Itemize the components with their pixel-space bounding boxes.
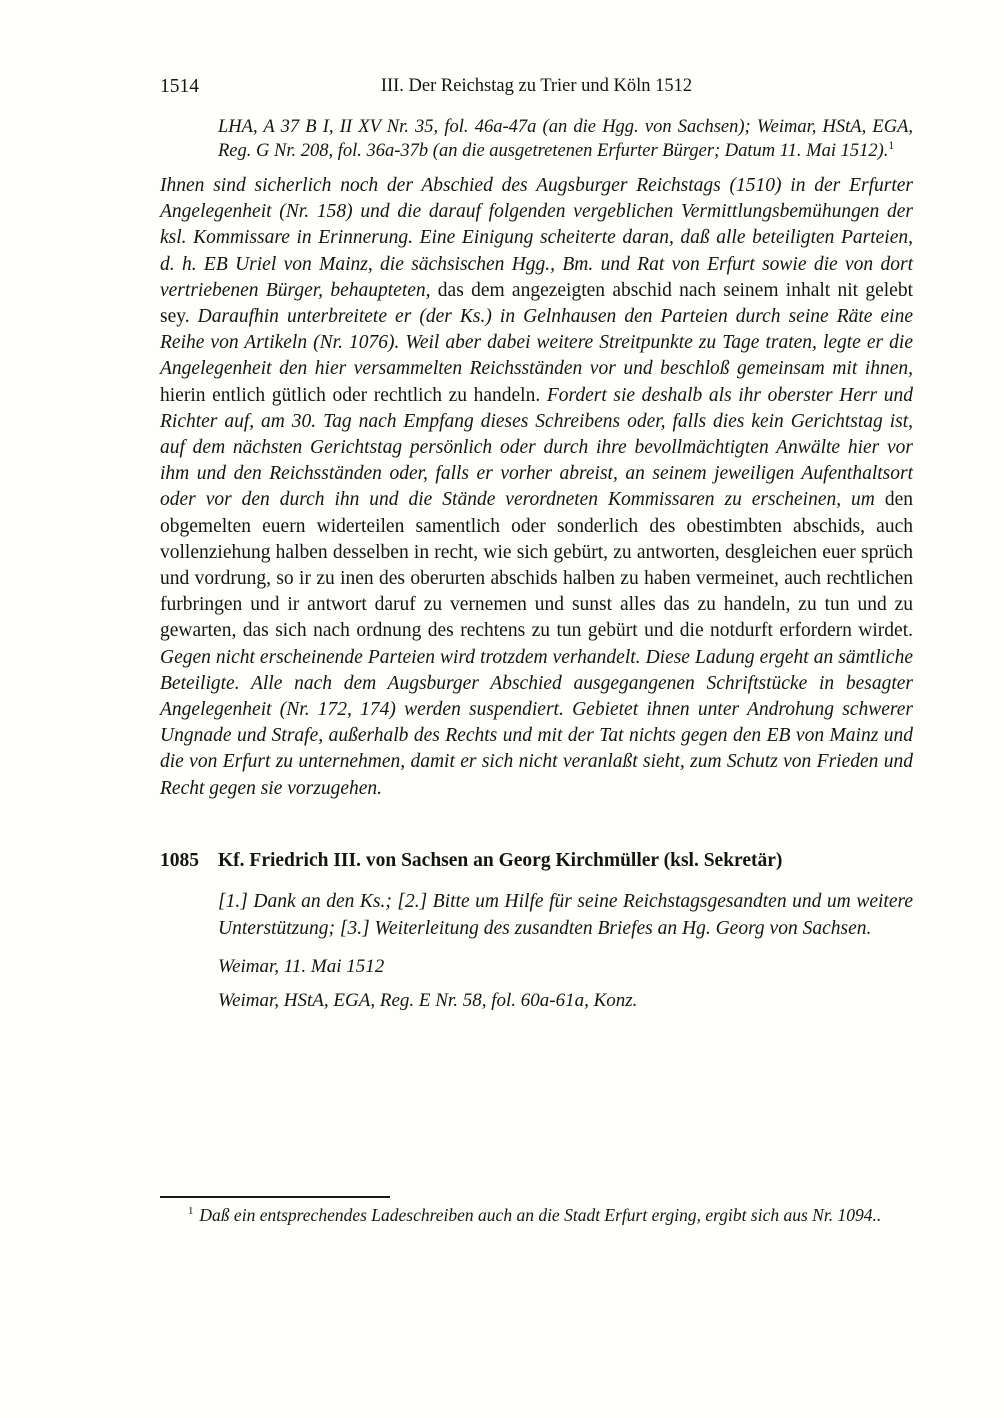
page-number: 1514 bbox=[160, 76, 199, 97]
regest-segment-roman: hierin entlich gütlich oder rechtlich zu handeln. bbox=[160, 384, 547, 406]
footnote-text: Daß ein entsprechendes Ladeschreiben auch an die Stadt Erfurt erging, ergibt sich aus Nr. 1094.. bbox=[199, 1205, 882, 1225]
running-head: III. Der Reichstag zu Trier und Köln 1512 bbox=[380, 76, 693, 96]
footnote-marker: 1 bbox=[188, 1205, 194, 1218]
entry-title: Kf. Friedrich III. von Sachsen an Georg Kirchmüller (ksl. Sekretär) bbox=[218, 849, 783, 871]
page-header bbox=[160, 76, 913, 102]
regest-segment-italic: Ihnen sind sicherlich noch der Abschied des Augsburger Reichstags (1510) in der Erfurter Angelegenheit (Nr. 158) und die darauf folgenden vergeblichen Vermittlungsbemühungen der ksl. Kommissare in Erinnerung. Eine Einigung scheiterte daran, daß alle beteiligten Parteien, d. h. EB Uriel von Mainz, die sächsischen Hgg., Bm. und Rat von Erfurt sowie die von dort vertriebenen Bürger, behaupteten, bbox=[160, 175, 913, 301]
regest-segment-roman: den obgemelten euern widerteilen samentlich oder sonderlich des obestimbten abschids, auch vollenziehung halben desselben in recht, wie sich gebürt, zu antworten, desgleichen euer sprüch und vordrung, so ir zu inen des oberurten abschids halben zu haben vermeinet, auch rechtlichen furbringen und ir antwort daruf zu vernemen und sunst alles das zu handeln, zu tun und zu gewarten, das sich nach ordnung des rechtens zu tun gebürt und die notdurft erfordern wirdet. bbox=[160, 489, 913, 642]
entry-dateline: Weimar, 11. Mai 1512 bbox=[218, 955, 385, 977]
regest-segment-italic: Gegen nicht erscheinende Parteien wird trotzdem verhandelt. Diese Ladung ergeht an sämtliche Beteiligte. Alle nach dem Augsburger Abschied ausgegangenen Schriftstücke in besagter Angelegenheit (Nr. 172, 174) werden suspendiert. Gebietet ihnen unter Androhung schwerer Ungnade und Strafe, außerhalb des Rechts und mit der Tat nichts gegen den EB von Mainz und die von Erfurt zu unternehmen, damit er sich nicht veranlaßt sieht, zum Schutz von Frieden und Recht gegen sie vorzugehen. bbox=[160, 646, 913, 799]
archive-reference-text: LHA, A 37 B I, II XV Nr. 35, fol. 46a-47a (an die Hgg. von Sachsen); Weimar, HStA, EGA, Reg. G Nr. 208, fol. 36a-37b (an die ausgetretenen Erfurter Bürger; Datum 11. Mai 1512). bbox=[218, 117, 913, 161]
text-column bbox=[160, 76, 913, 1013]
footnote bbox=[160, 1204, 913, 1227]
footnote-rule bbox=[160, 1196, 390, 1198]
archive-reference-block bbox=[218, 116, 913, 163]
entry-summary: [1.] Dank an den Ks.; [2.] Bitte um Hilfe für seine Reichstagsgesandten und um weitere Unterstützung; [3.] Weiterleitung des zusandten Briefes an Hg. Georg von Sachsen. bbox=[218, 890, 913, 939]
regest-segment-italic: Fordert sie deshalb als ihr oberster Herr und Richter auf, am 30. Tag nach Empfang dieses Schreibens oder, falls dies kein Gerichtstag ist, auf dem nächsten Gerichtstag persönlich oder durch ihre bevollmächtigten Anwälte hier vor ihm und den Reichsständen oder, falls er vorher abreist, an seinem jeweiligen Aufenthaltsort oder vor den durch ihn und die Stände verordneten Kommissaren zu erscheinen, um bbox=[160, 384, 914, 511]
regest-segment-italic: Daraufhin unterbreitete er (der Ks.) in Gelnhausen den Parteien durch seine Räte eine Reihe von Artikeln (Nr. 1076). Weil aber dabei weitere Streitpunkte zu Tage traten, legte er die Angelegenheit den hier versammelten Reichsständen vor und beschloß gemeinsam mit ihnen, bbox=[160, 306, 913, 380]
regest-segment-roman: das dem angezeigten abschid nach seinem inhalt nit gelebt sey. bbox=[160, 279, 913, 328]
footnote-area bbox=[160, 1196, 913, 1227]
entry-number: 1085 bbox=[160, 849, 199, 871]
entry-heading bbox=[160, 848, 913, 874]
regest-paragraph bbox=[160, 173, 913, 802]
entry-archive-reference: Weimar, HStA, EGA, Reg. E Nr. 58, fol. 60a-61a, Konz. bbox=[218, 989, 638, 1011]
footnote-marker-inline: 1 bbox=[888, 139, 895, 152]
